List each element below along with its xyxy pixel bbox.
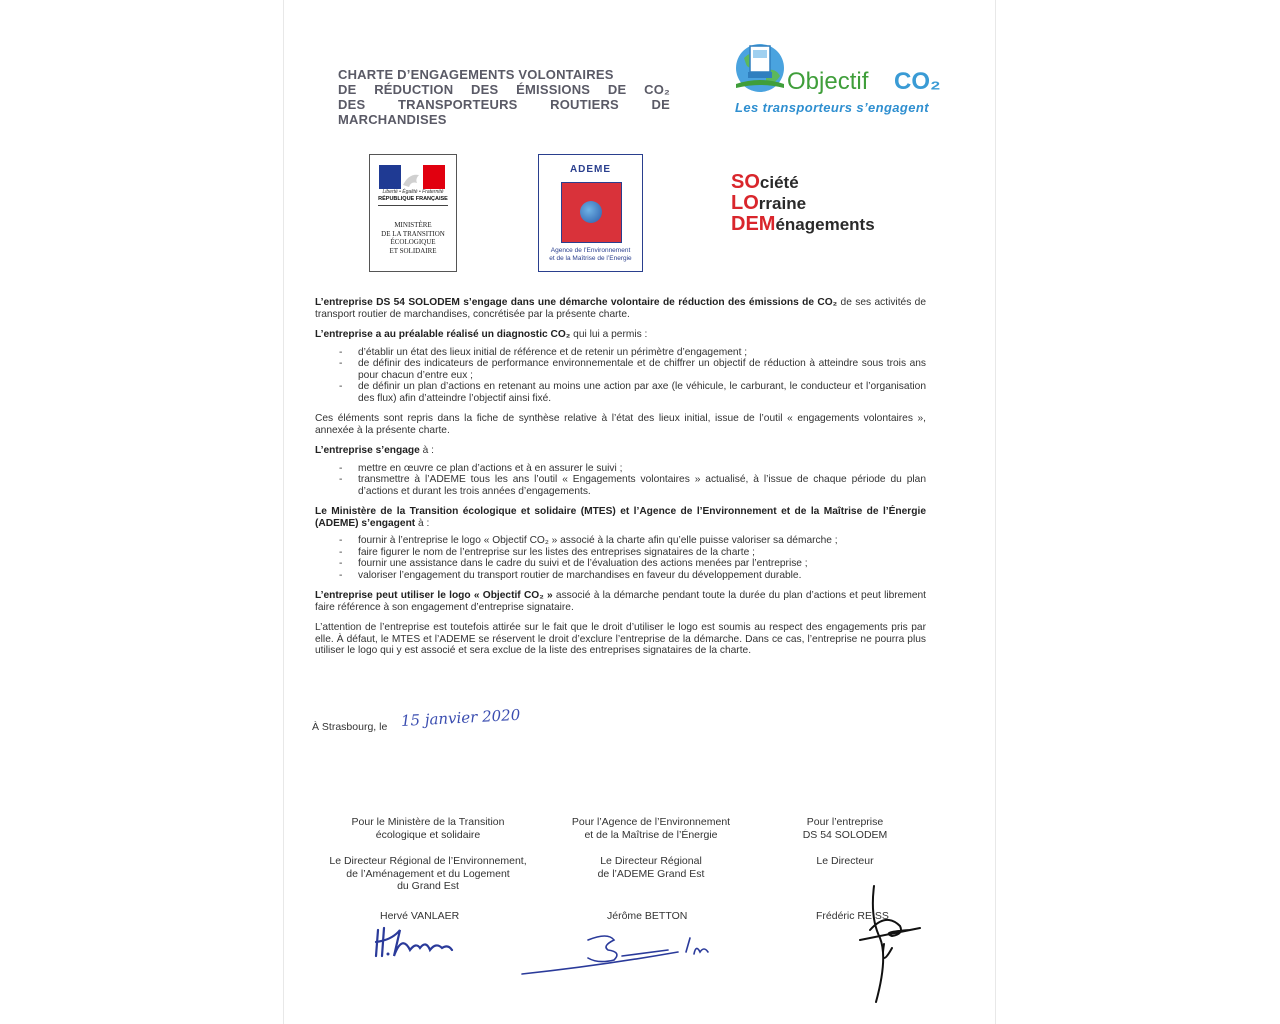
scan-edge-left <box>283 0 284 1024</box>
list-item: - d’établir un état des lieux initial de référence et de retenir un périmètre d’engagement ; <box>315 347 926 359</box>
scan-edge-right <box>995 0 996 1024</box>
ademe-name: ADEME <box>569 164 612 175</box>
republic-name: RÉPUBLIQUE FRANÇAISE <box>378 196 448 202</box>
ademe-subtitle <box>541 247 640 263</box>
solodem-initials: SO <box>731 171 760 193</box>
solodem-line <box>731 214 875 235</box>
signatory-name: Frédéric REISS <box>816 910 889 922</box>
signature-block-ademe <box>556 816 746 880</box>
solodem-initials: LO <box>731 192 759 214</box>
solodem-rest: rraine <box>758 194 807 213</box>
logo-co2: CO₂ <box>894 68 941 95</box>
ademe-subtitle-line: Agence de l’Environnement <box>550 247 631 254</box>
marianne-flag-icon <box>379 165 445 191</box>
text: à : <box>415 517 430 529</box>
mtes-heading <box>315 506 926 529</box>
list-item: - fournir une assistance dans le cadre du suivi et de l’évaluation des actions menées par l’entreprise ; <box>315 558 926 570</box>
bold-text: L’entreprise peut utiliser le logo « Objectif CO₂ » <box>315 590 553 601</box>
list-item: - fournir à l’entreprise le logo « Objectif CO₂ » associé à la charte afin qu’elle puisse valoriser sa démarche ; <box>315 535 926 547</box>
list-item: - mettre en œuvre ce plan d’actions et à en assurer le suivi ; <box>315 463 926 475</box>
handwritten-date: 15 janvier 2020 <box>400 705 521 730</box>
divider <box>378 205 448 206</box>
text: associé à la démarche pendant toute la durée du plan d’actions et peut librement faire référence à son engagement d’entreprise signataire. <box>315 590 926 613</box>
solodem-rest: énagements <box>775 215 875 234</box>
logo-usage-paragraph <box>315 590 926 613</box>
ministry-line: MINISTÈRE <box>394 221 432 229</box>
title-line: DE RÉDUCTION DES ÉMISSIONS DE CO₂ <box>338 82 670 97</box>
sig-role-line: Le Directeur <box>816 855 874 867</box>
title-line: CHARTE D’ENGAGEMENTS VOLONTAIRES <box>338 67 614 82</box>
text: de ses activités de transport routier de marchandises, concrétisée par la présente charte. <box>315 297 926 320</box>
list-item: - faire figurer le nom de l’entreprise sur les listes des entreprises signataires de la charte ; <box>315 547 926 559</box>
title-line: DES TRANSPORTEURS ROUTIERS DE <box>338 97 670 112</box>
bold-text: Le Ministère de la Transition écologique et solidaire (MTES) et l’Agence de l’Environnement et de la Maîtrise de l’Énergie (ADEME) s’engagent <box>315 506 926 529</box>
sig-role-line: Le Directeur Régional <box>600 855 702 867</box>
sig-for-line: Pour l’Agence de l’Environnement <box>571 816 731 828</box>
text: à : <box>419 445 434 456</box>
ministere-logo <box>369 154 457 272</box>
ministry-line: ET SOLIDAIRE <box>389 246 437 255</box>
sig-role-line: de l’Aménagement et du Logement <box>346 867 510 880</box>
sig-for-line: DS 54 SOLODEM <box>802 828 888 841</box>
objectif-co2-logo <box>732 38 962 122</box>
synthese-paragraph: Ces éléments sont repris dans la fiche de synthèse relative à l’état des lieux initial, issue de l’outil « engagements volontaires », annexée à la présente charte. <box>315 413 926 436</box>
globe-truck-icon <box>734 40 786 98</box>
solodem-logo <box>731 172 875 235</box>
document-title <box>338 67 670 127</box>
sig-role-line: du Grand Est <box>397 880 459 892</box>
bold-text: L’entreprise s’engage <box>315 445 420 456</box>
intro-paragraph <box>315 297 926 320</box>
signature-block-entreprise <box>785 816 905 868</box>
mtes-list <box>315 535 926 581</box>
solodem-line <box>731 193 875 214</box>
ademe-square <box>561 182 622 243</box>
sig-role-line: de l’ADEME Grand Est <box>597 867 705 880</box>
sig-for-line: et de la Maîtrise de l’Énergie <box>584 828 718 841</box>
place-label: À Strasbourg, le <box>312 721 388 733</box>
logo-word: Objectif <box>787 68 869 95</box>
sig-role-line: Le Directeur Régional de l’Environnement, <box>329 855 527 867</box>
solodem-initials: DEM <box>731 213 776 235</box>
list-item: - valoriser l’engagement du transport routier de marchandises en faveur du développement durable. <box>315 570 926 582</box>
sig-for-line: Pour l’entreprise <box>806 816 884 828</box>
list-item: - transmettre à l’ADEME tous les ans l’outil « Engagements volontaires » actualisé, à l’issue de chaque période du plan d’actions et durant les trois années d’engagements. <box>315 474 926 497</box>
solodem-line <box>731 172 875 193</box>
ademe-subtitle-line: et de la Maîtrise de l’Energie <box>549 255 632 262</box>
attention-paragraph: L’attention de l’entreprise est toutefois attirée sur le fait que le droit d’utiliser le logo est soumis au respect des engagements pris par elle. À défaut, le MTES et l’ADEME se réservent le droit d’exclure l’entreprise de la démarche. Dans ce cas, l’entreprise ne pourra plus utiliser le logo qui y est associé et sera exclue de la liste des entreprises signataires de la charte. <box>315 622 926 656</box>
signatory-name: Hervé VANLAER <box>380 910 460 922</box>
sig-for-line: écologique et solidaire <box>375 828 481 841</box>
diagnostic-heading <box>315 329 926 341</box>
sig-for-line: Pour le Ministère de la Transition <box>351 816 505 828</box>
title-line: MARCHANDISES <box>338 112 447 127</box>
signatory-name: Jérôme BETTON <box>607 910 688 922</box>
ministry-line: ÉCOLOGIQUE <box>390 238 436 246</box>
list-item: - de définir des indicateurs de performance environnementale et de chiffrer un objectif de réduction à atteindre sous trois ans pour chacun d’entre eux ; <box>315 358 926 381</box>
text: qui lui a permis : <box>570 329 648 340</box>
signature-block-ministere <box>328 816 528 893</box>
engage-list <box>315 463 926 498</box>
list-item: - de définir un plan d’actions en retenant au moins une action par axe (le véhicule, le carburant, le conducteur et l’organisation des flux) afin d’atteindre l’objectif ainsi fixé. <box>315 381 926 404</box>
ministry-name <box>372 221 454 255</box>
republic-motto: Liberté • Égalité • Fraternité <box>382 189 444 195</box>
diagnostic-list <box>315 347 926 405</box>
signature-reiss-icon <box>840 878 930 1008</box>
solodem-rest: ciété <box>759 173 799 192</box>
engage-heading <box>315 445 926 457</box>
ministry-line: DE LA TRANSITION <box>381 229 445 238</box>
bold-text: L’entreprise DS 54 SOLODEM s’engage dans une démarche volontaire de réduction des émissions de CO₂ <box>315 297 838 308</box>
charter-body <box>315 297 926 666</box>
ademe-logo <box>538 154 643 272</box>
signature-vanlaer-icon <box>372 922 462 962</box>
bold-text: L’entreprise a au préalable réalisé un diagnostic CO₂ <box>315 329 571 340</box>
logo-tagline: Les transporteurs s’engagent <box>735 100 929 115</box>
globe-icon <box>580 201 602 223</box>
signature-betton-icon <box>518 922 738 978</box>
